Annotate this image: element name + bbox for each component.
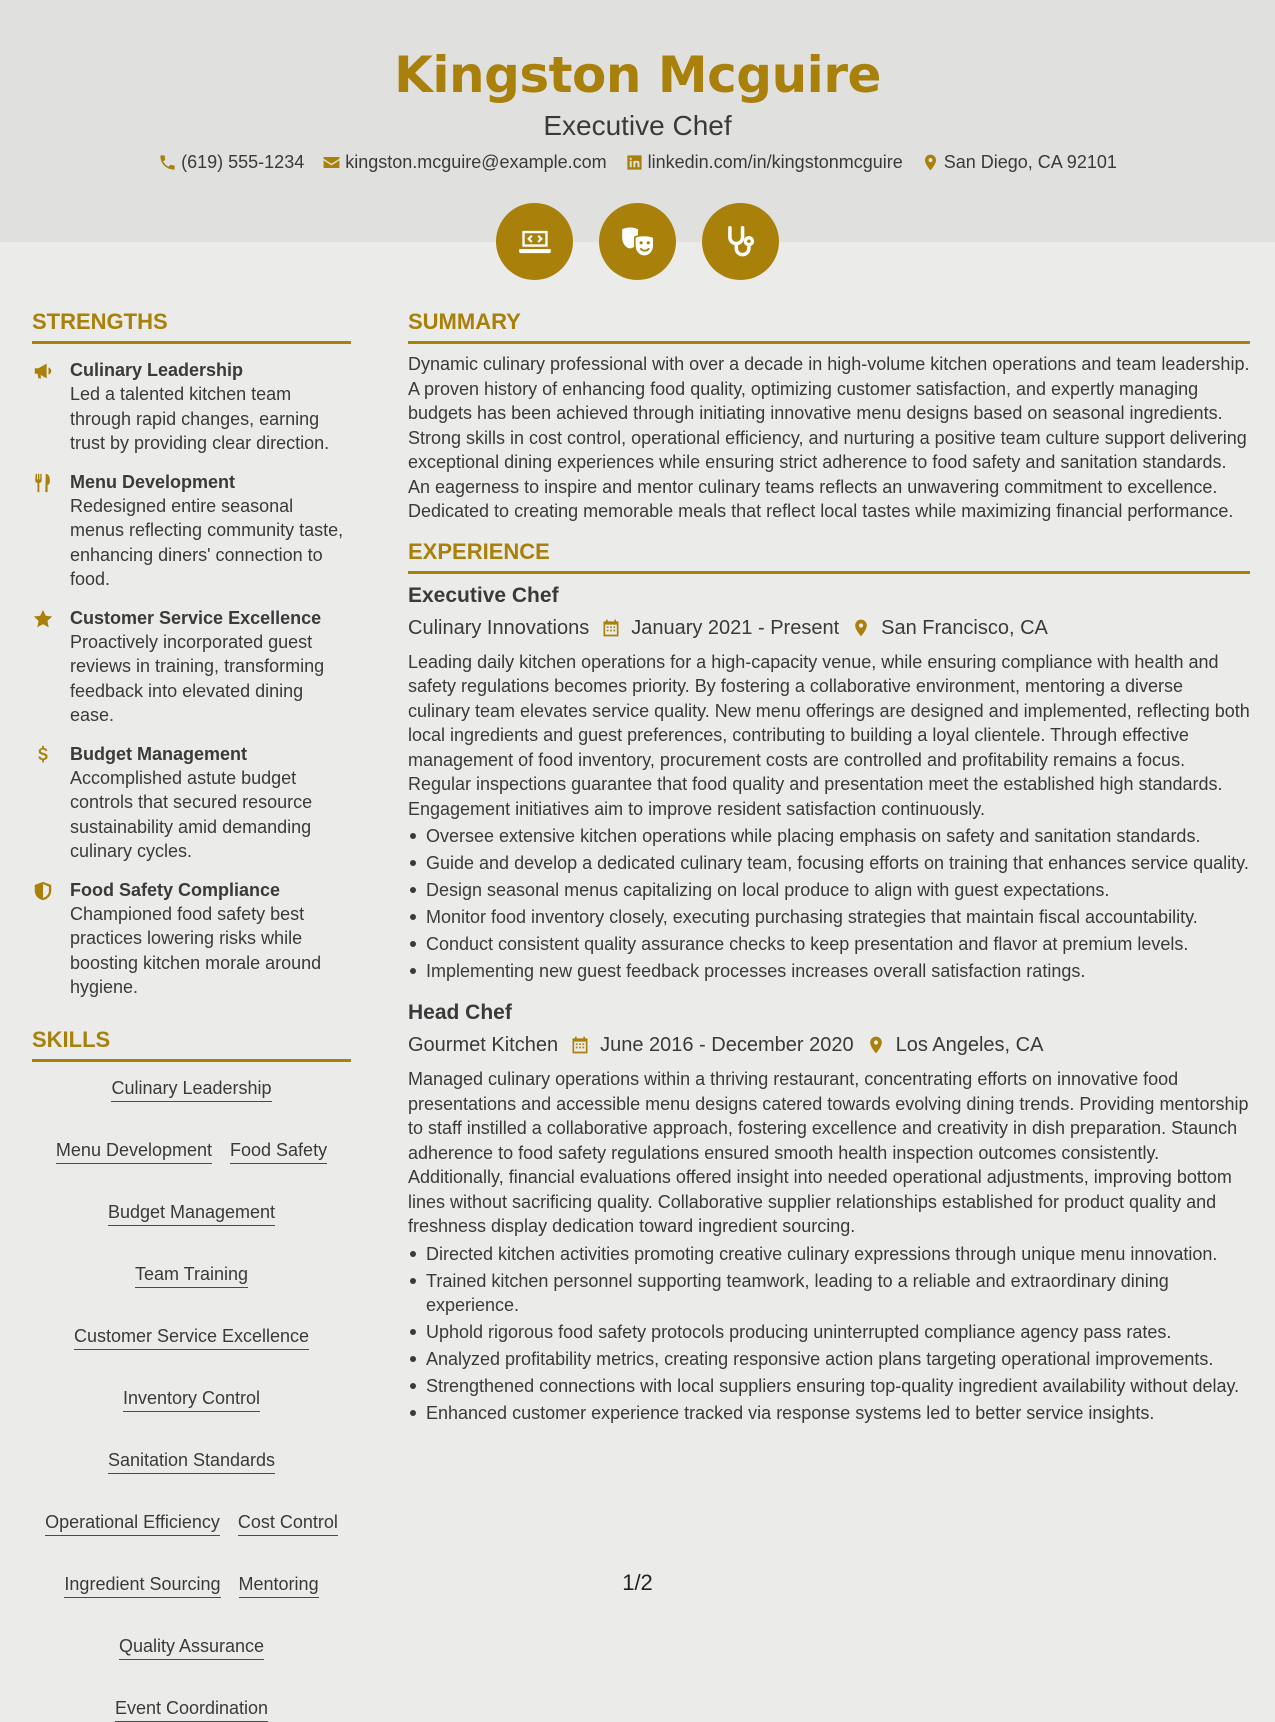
job-bullet: Monitor food inventory closely, executing purchasing strategies that maintain fiscal accountability. [408,905,1250,929]
stethoscope-icon [722,223,760,261]
skill-tag: Ingredient Sourcing [64,1572,220,1598]
interest-circle-masks [599,203,676,280]
strength-title: Culinary Leadership [70,360,244,380]
strength-item [32,742,351,864]
contact-linkedin[interactable] [625,152,903,173]
job-bullet: Uphold rigorous food safety protocols producing uninterrupted compliance agency pass rates. [408,1320,1250,1344]
location-icon [921,153,940,172]
job-dates: June 2016 - December 2020 [600,1034,854,1056]
linkedin-text[interactable]: linkedin.com/in/kingstonmcguire [647,152,903,172]
interest-circle-laptop [496,203,573,280]
phone-icon [158,153,177,172]
skill-tag: Customer Service Excellence [74,1324,309,1350]
job-company: Gourmet Kitchen [408,1034,559,1056]
job-bullet: Strengthened connections with local suppliers ensuring top-quality ingredient availability without delay. [408,1374,1250,1398]
strength-title: Menu Development [70,471,236,492]
summary-text: Dynamic culinary professional with over a decade in high-volume kitchen operations and team leadership. A proven history of enhancing food quality, optimizing customer satisfaction, and expertly managing budgets has been achieved through initiating innovative menu designs based on seasonal ingredients. Strong skills in cost control, operational efficiency, and nurturing a positive team culture support delivering exceptional dining experiences while ensuring strict adherence to food safety and sanitation standards. An eagerness to inspire and mentor culinary teams reflects an unwavering commitment to excellence. Dedicated to creating memorable meals that reflect local tastes while maximizing financial performance. [408,354,1250,521]
job-bullet: Directed kitchen activities promoting creative culinary expressions through unique menu innovation. [408,1242,1250,1266]
skills-heading: SKILLS [32,1026,351,1062]
skill-tag: Sanitation Standards [108,1448,275,1474]
strength-item [32,606,351,728]
strength-desc: Championed food safety best practices lowering risks while boosting kitchen morale around hygiene. [70,903,322,997]
skill-tag: Menu Development [56,1138,212,1164]
interest-circle-stethoscope [702,203,779,280]
job-entry [408,999,1250,1425]
skill-tag: Inventory Control [123,1386,260,1412]
skill-tag: Event Coordination [115,1696,268,1722]
strength-title: Customer Service Excellence [70,607,322,628]
laptop-code-icon [516,223,554,261]
skills-list [32,1076,351,1722]
contact-location [921,152,1117,173]
calendar-icon [570,1035,590,1055]
job-bullets [408,1242,1250,1425]
contact-email[interactable] [322,152,606,173]
candidate-role: Executive Chef [543,110,732,141]
job-meta [408,1031,1250,1059]
job-description: Managed culinary operations within a thriving restaurant, concentrating efforts on innovative food presentations and accessible menu designs catered towards evolving dining trends. Providing mentorship to staff instilled a collaborative approach, fostering excellence and creativity in dish preparation. Staunch adherence to food safety regulations ensured smooth health inspection outcomes consistently. Additionally, financial evaluations offered insight into needed operational adjustments, improving bottom lines without sacrificing quality. Collaborative supplier relationships established for product quality and freshness display dedication toward ingredient sourcing. [408,1069,1249,1236]
strength-desc: Proactively incorporated guest reviews in training, transforming feedback into elevated dining ease. [70,631,325,725]
experience-heading: EXPERIENCE [408,538,1250,574]
job-bullet: Trained kitchen personnel supporting teamwork, leading to a reliable and extraordinary dining experience. [408,1269,1250,1317]
job-title: Head Chef [408,1001,512,1024]
strength-title: Food Safety Compliance [70,879,281,900]
job-title: Executive Chef [408,583,559,607]
megaphone-icon [32,360,54,382]
location-text: San Diego, CA 92101 [943,152,1117,172]
strength-desc: Redesigned entire seasonal menus reflecting community taste, enhancing diners' connection to food. [70,495,344,589]
job-dates: January 2021 - Present [631,616,840,639]
job-location: San Francisco, CA [881,616,1048,639]
job-bullet: Implementing new guest feedback processes increases overall satisfaction ratings. [408,959,1250,983]
skill-tag: Cost Control [238,1510,338,1536]
contact-bar [0,152,1275,173]
candidate-name: Kingston Mcguire [394,46,881,104]
star-icon [32,608,54,630]
contact-phone [158,152,304,173]
job-bullet: Analyzed profitability metrics, creating responsive action plans targeting operational improvements. [408,1347,1250,1371]
dollar-icon [32,744,54,766]
job-bullet: Design seasonal menus capitalizing on local produce to align with guest expectations. [408,878,1250,902]
job-description: Leading daily kitchen operations for a high-capacity venue, while ensuring compliance with health and safety regulations becomes priority. By fostering a collaborative environment, mentoring a diverse culinary team elevates service quality. New menu offerings are designed and implemented, reflecting both local ingredients and guest preferences, contributing to building a loyal clientele. Through effective management of food inventory, procurement costs are controlled and profitability remains a focus. Regular inspections guarantee that food quality and presentation meet the established high standards. Engagement initiatives aim to improve resident satisfaction continuously. [408,651,1250,819]
skill-tag: Culinary Leadership [111,1076,271,1102]
interest-icons [0,203,1275,280]
theater-masks-icon [619,223,657,261]
calendar-icon [601,618,621,638]
linkedin-icon [625,153,644,172]
job-bullet: Conduct consistent quality assurance checks to keep presentation and flavor at premium levels. [408,932,1250,956]
location-icon [851,618,871,638]
left-column [32,308,351,1722]
strength-desc: Accomplished astute budget controls that secured resource sustainability amid demanding culinary cycles. [70,767,313,861]
skill-tag: Operational Efficiency [45,1510,220,1536]
skill-tag: Budget Management [108,1200,275,1226]
job-bullets [408,824,1250,983]
skill-tag: Team Training [135,1262,248,1288]
strength-item [32,878,351,1000]
location-icon [866,1035,886,1055]
utensils-icon [32,472,54,494]
strengths-heading: STRENGTHS [32,308,351,344]
skill-tag: Food Safety [230,1138,327,1164]
job-location: Los Angeles, CA [895,1034,1044,1056]
email-icon [322,153,341,172]
page-number: 1/2 [622,1570,653,1595]
job-meta [408,614,1250,642]
phone-text: (619) 555-1234 [181,152,305,172]
job-bullet: Enhanced customer experience tracked via response systems led to better service insights. [408,1401,1250,1425]
job-entry [408,582,1250,984]
strength-item [32,358,351,456]
skill-tag: Mentoring [239,1572,319,1598]
skill-tag: Quality Assurance [119,1634,264,1660]
summary-heading: SUMMARY [408,308,1250,344]
job-bullet: Oversee extensive kitchen operations while placing emphasis on safety and sanitation standards. [408,824,1250,848]
shield-icon [32,880,54,902]
job-company: Culinary Innovations [408,616,590,639]
strength-desc: Led a talented kitchen team through rapid changes, earning trust by providing clear direction. [70,384,330,453]
email-text[interactable]: kingston.mcguire@example.com [345,152,607,172]
strength-title: Budget Management [70,743,248,764]
job-bullet: Guide and develop a dedicated culinary team, focusing efforts on training that enhances service quality. [408,851,1250,875]
right-column [408,308,1250,1425]
strength-item [32,470,351,592]
